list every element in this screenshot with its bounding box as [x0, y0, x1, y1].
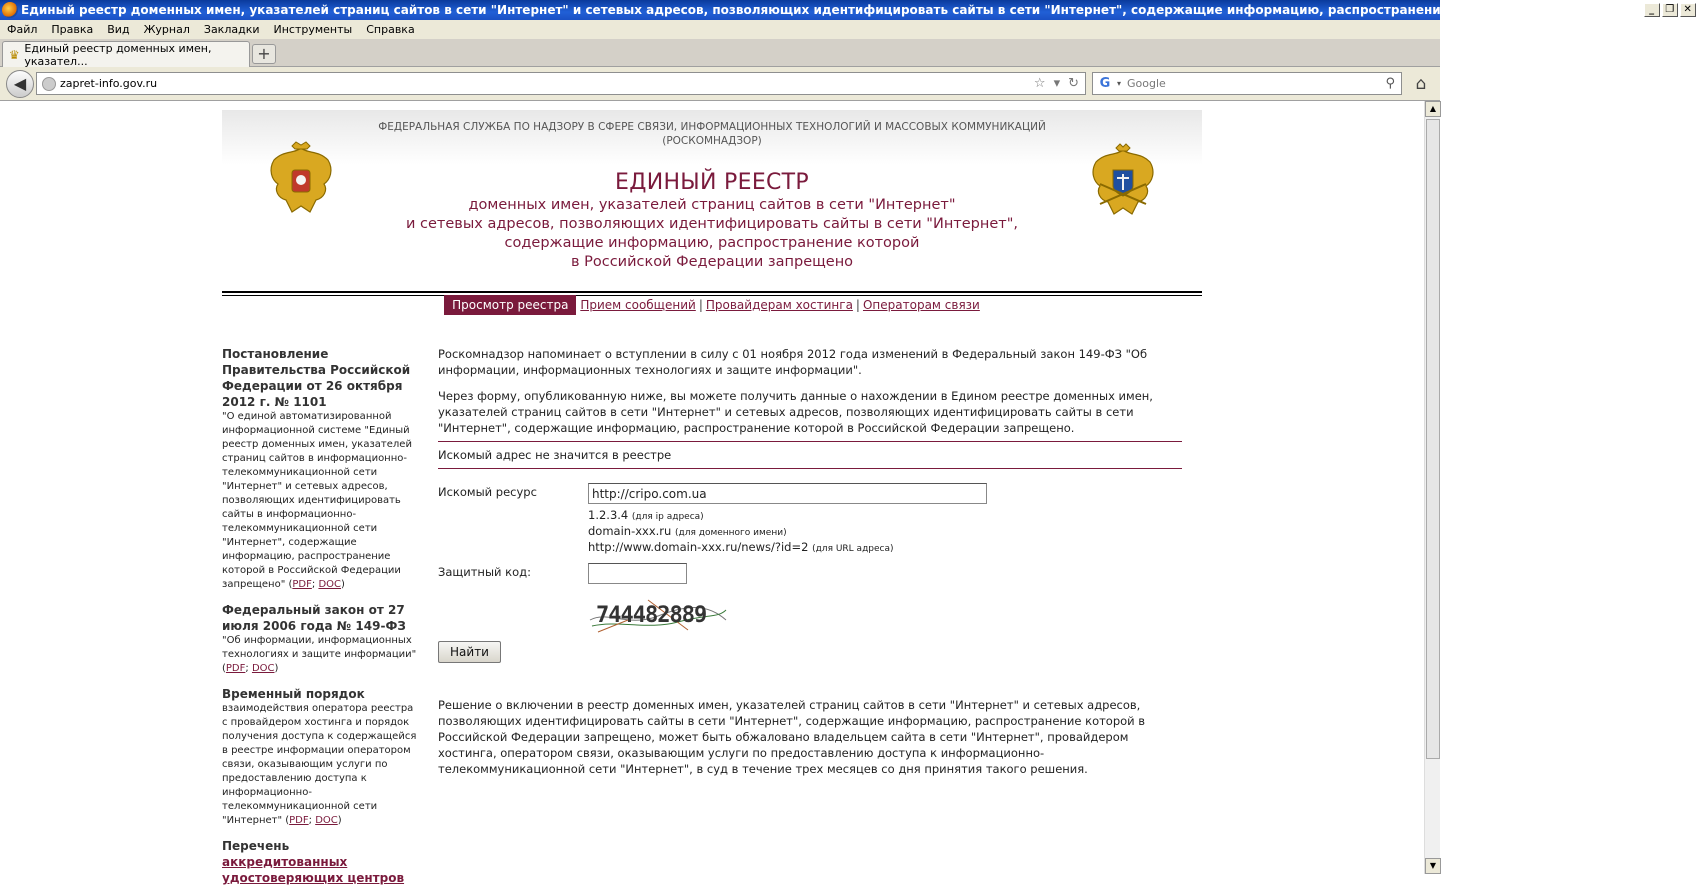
scroll-thumb[interactable]: [1426, 119, 1440, 759]
sidebar-text: [222, 702, 418, 828]
hint-domain-value: domain-xxx.ru: [588, 524, 672, 538]
search-result-notice: Искомый адрес не значится в реестре: [438, 441, 1182, 469]
captcha-text: 744482889: [596, 603, 707, 628]
registry-subtitle: [222, 196, 1202, 272]
tab-strip: [0, 39, 1440, 67]
captcha-input[interactable]: [588, 563, 687, 584]
hint-url-value: http://www.domain-xxx.ru/news/?id=2: [588, 540, 809, 554]
main-content: [438, 346, 1182, 787]
url-text[interactable]: zapret-info.gov.ru: [60, 77, 158, 90]
menu-help[interactable]: Справка: [366, 23, 415, 36]
sidebar-heading: Федеральный закон от 27 июля 2006 года № 149-ФЗ: [222, 603, 406, 633]
nav-submit-reports[interactable]: Прием сообщений: [580, 298, 696, 312]
accredited-centers-link[interactable]: аккредитованных удостоверяющих центров: [222, 855, 405, 885]
appeal-paragraph: Решение о включении в реестр доменных имен, указателей страниц сайтов в сети "Интернет" и сетевых адресов, позволяющих идентифицировать сайты в сети "Интернет", содержащие информацию, распространение которой в Российской Федерации запрещено, может быть обжаловано владельцем сайта в сети "Интернет", провайдером хостинга, оператором связи, оказывающим услуги по предоставлению доступа к информационно-телекоммуникационной сети "Интернет", в суд в течение трех месяцев со дня принятия такого решения.: [438, 698, 1146, 776]
registry-subtitle-line4: в Российской Федерации запрещено: [570, 254, 854, 270]
agency-line1: ФЕДЕРАЛЬНАЯ СЛУЖБА ПО НАДЗОРУ В СФЕРЕ СВЯЗИ, ИНФОРМАЦИОННЫХ ТЕХНОЛОГИЙ И МАССОВЫХ КОММУНИКАЦИЙ: [378, 121, 1046, 133]
tab-label: Единый реестр доменных имен, указател...: [24, 41, 212, 68]
navigation-bar: [0, 67, 1440, 101]
agency-name: [222, 120, 1202, 148]
registry-title: ЕДИНЫЙ РЕЕСТР: [615, 170, 809, 195]
registry-subtitle-line3: содержащие информацию, распространение которой: [504, 235, 920, 251]
site-header: [222, 110, 1202, 292]
site-navigation: [0, 298, 1424, 312]
search-bar[interactable]: [1092, 72, 1402, 95]
separator: ;: [308, 815, 316, 826]
menu-tools[interactable]: Инструменты: [273, 23, 353, 36]
nav-view-registry[interactable]: Просмотр реестра: [444, 295, 576, 315]
minimize-button[interactable]: _: [1644, 3, 1660, 17]
sidebar-desc: "О единой автоматизированной информационной системе "Единый реестр доменных имен, указателей страниц сайтов в информационно-телекоммуникационной сети "Интернет" и сетевых адресов, позволяющих идентифицировать сайты в информационно-телекоммуникационной сети "Интернет", содержащие информацию, распространение которой в Российской Федерации запрещено" (: [222, 411, 412, 590]
new-tab-button[interactable]: +: [252, 44, 276, 64]
url-bar[interactable]: [36, 72, 1086, 95]
paren: ): [337, 815, 342, 826]
hint-url: [588, 539, 894, 557]
sidebar-block-procedure: [222, 686, 418, 828]
tab-active[interactable]: [2, 41, 250, 67]
sidebar-heading: Временный порядок: [222, 687, 365, 701]
reload-icon[interactable]: ↻: [1068, 76, 1079, 91]
search-icon[interactable]: ⚲: [1385, 76, 1395, 91]
separator: ;: [311, 579, 319, 590]
doc-link[interactable]: DOC: [318, 579, 341, 590]
paren: ): [341, 579, 345, 590]
sidebar-heading-prefix: Перечень: [222, 839, 290, 853]
sidebar-block-certificates: [222, 838, 418, 886]
close-button[interactable]: ✕: [1680, 3, 1696, 17]
menu-view[interactable]: Вид: [107, 23, 130, 36]
resource-input[interactable]: [588, 483, 987, 504]
scroll-down-arrow-icon[interactable]: ▼: [1425, 858, 1441, 874]
form-description: Через форму, опубликованную ниже, вы можете получить данные о нахождении в Едином реестре доменных имен, указателей страниц сайтов в сети "Интернет" и сетевых адресов, позволяющих идентифицировать сайты в сети "Интернет", содержащие информацию, распространение которой в Российской Федерации запрещено.: [438, 389, 1153, 435]
dropdown-arrow-icon[interactable]: ▾: [1053, 76, 1061, 91]
agency-line2: (РОСКОМНАДЗОР): [662, 135, 762, 147]
search-form: [438, 469, 1182, 749]
scroll-up-arrow-icon[interactable]: ▲: [1425, 101, 1441, 117]
menu-file[interactable]: Файл: [7, 23, 38, 36]
sidebar-text: [222, 634, 418, 676]
captcha-label: Защитный код:: [438, 565, 531, 579]
sidebar-desc: "Об информации, информационных технологиях и защите информации" (: [222, 635, 417, 674]
header-divider-thin: [222, 295, 1202, 296]
firefox-icon: [2, 2, 18, 18]
doc-link[interactable]: DOC: [315, 815, 338, 826]
home-icon[interactable]: ⌂: [1415, 74, 1427, 94]
sidebar-text: [222, 410, 418, 592]
pdf-link[interactable]: PDF: [292, 579, 312, 590]
search-engine-dropdown-icon[interactable]: ▾: [1117, 79, 1122, 88]
sidebar-heading: Постановление Правительства Российской Федерации от 26 октября 2012 г. № 1101: [222, 347, 411, 409]
nav-hosting-providers[interactable]: Провайдерам хостинга: [705, 298, 853, 312]
sidebar: [222, 346, 418, 896]
pdf-link[interactable]: PDF: [225, 663, 246, 674]
registry-subtitle-line1: доменных имен, указателей страниц сайтов в сети "Интернет": [468, 197, 956, 213]
hint-domain-note: (для доменного имени): [674, 528, 787, 538]
sidebar-heading: [222, 838, 418, 886]
intro-paragraph: Роскомнадзор напоминает о вступлении в силу с 01 ноября 2012 года изменений в Федеральный закон 149-ФЗ "Об информации, информационных технологиях и защите информации".: [438, 347, 1148, 377]
registry-subtitle-line2: и сетевых адресов, позволяющих идентифицировать сайты в сети "Интернет",: [405, 216, 1019, 232]
nav-separator: |: [855, 298, 860, 312]
captcha-image: [588, 590, 728, 634]
resource-label: Искомый ресурс: [438, 485, 537, 499]
paren: ): [274, 663, 279, 674]
hint-url-note: (для URL адреса): [812, 544, 894, 554]
sidebar-desc: взаимодействия оператора реестра с провайдером хостинга и порядок получения доступа к содержащейся в реестре информации оператором связи, оказывающим услуги по предоставлению доступа к информационно-телекоммуникационной сети "Интернет" (: [222, 703, 417, 826]
menu-bar: [0, 20, 1440, 39]
menu-edit[interactable]: Правка: [51, 23, 94, 36]
page-content: [0, 101, 1424, 885]
nav-separator: |: [698, 298, 703, 312]
google-icon[interactable]: G: [1099, 75, 1111, 91]
bookmark-star-icon[interactable]: ☆: [1033, 76, 1046, 91]
separator: ;: [245, 663, 252, 674]
sidebar-block-law: [222, 602, 418, 676]
window-titlebar: [0, 0, 1692, 20]
vertical-scrollbar[interactable]: [1424, 101, 1440, 874]
window-title: Единый реестр доменных имен, указателей страниц сайтов в сети "Интернет" и сетевых адресов, позволяющих идентифицировать сайты в сети "Интернет", содержащие информацию, распространение которой в Российской Фе...: [21, 3, 1644, 17]
hint-ip-value: 1.2.3.4: [588, 508, 629, 522]
header-divider: [222, 291, 1202, 293]
sidebar-block-resolution: [222, 346, 418, 592]
hint-ip-note: (для ip адреса): [631, 512, 704, 522]
nav-telecom-operators[interactable]: Операторам связи: [862, 298, 980, 312]
back-button[interactable]: ◀: [6, 70, 34, 98]
doc-link[interactable]: DOC: [251, 663, 275, 674]
globe-icon: [42, 77, 56, 91]
search-input[interactable]: Google: [1127, 77, 1166, 90]
menu-bookmarks[interactable]: Закладки: [203, 23, 260, 36]
find-button[interactable]: Найти: [438, 641, 501, 663]
restore-button[interactable]: ❐: [1662, 3, 1678, 17]
emblem-favicon-icon: ♛: [8, 47, 20, 62]
menu-history[interactable]: Журнал: [143, 23, 190, 36]
pdf-link[interactable]: PDF: [289, 815, 309, 826]
